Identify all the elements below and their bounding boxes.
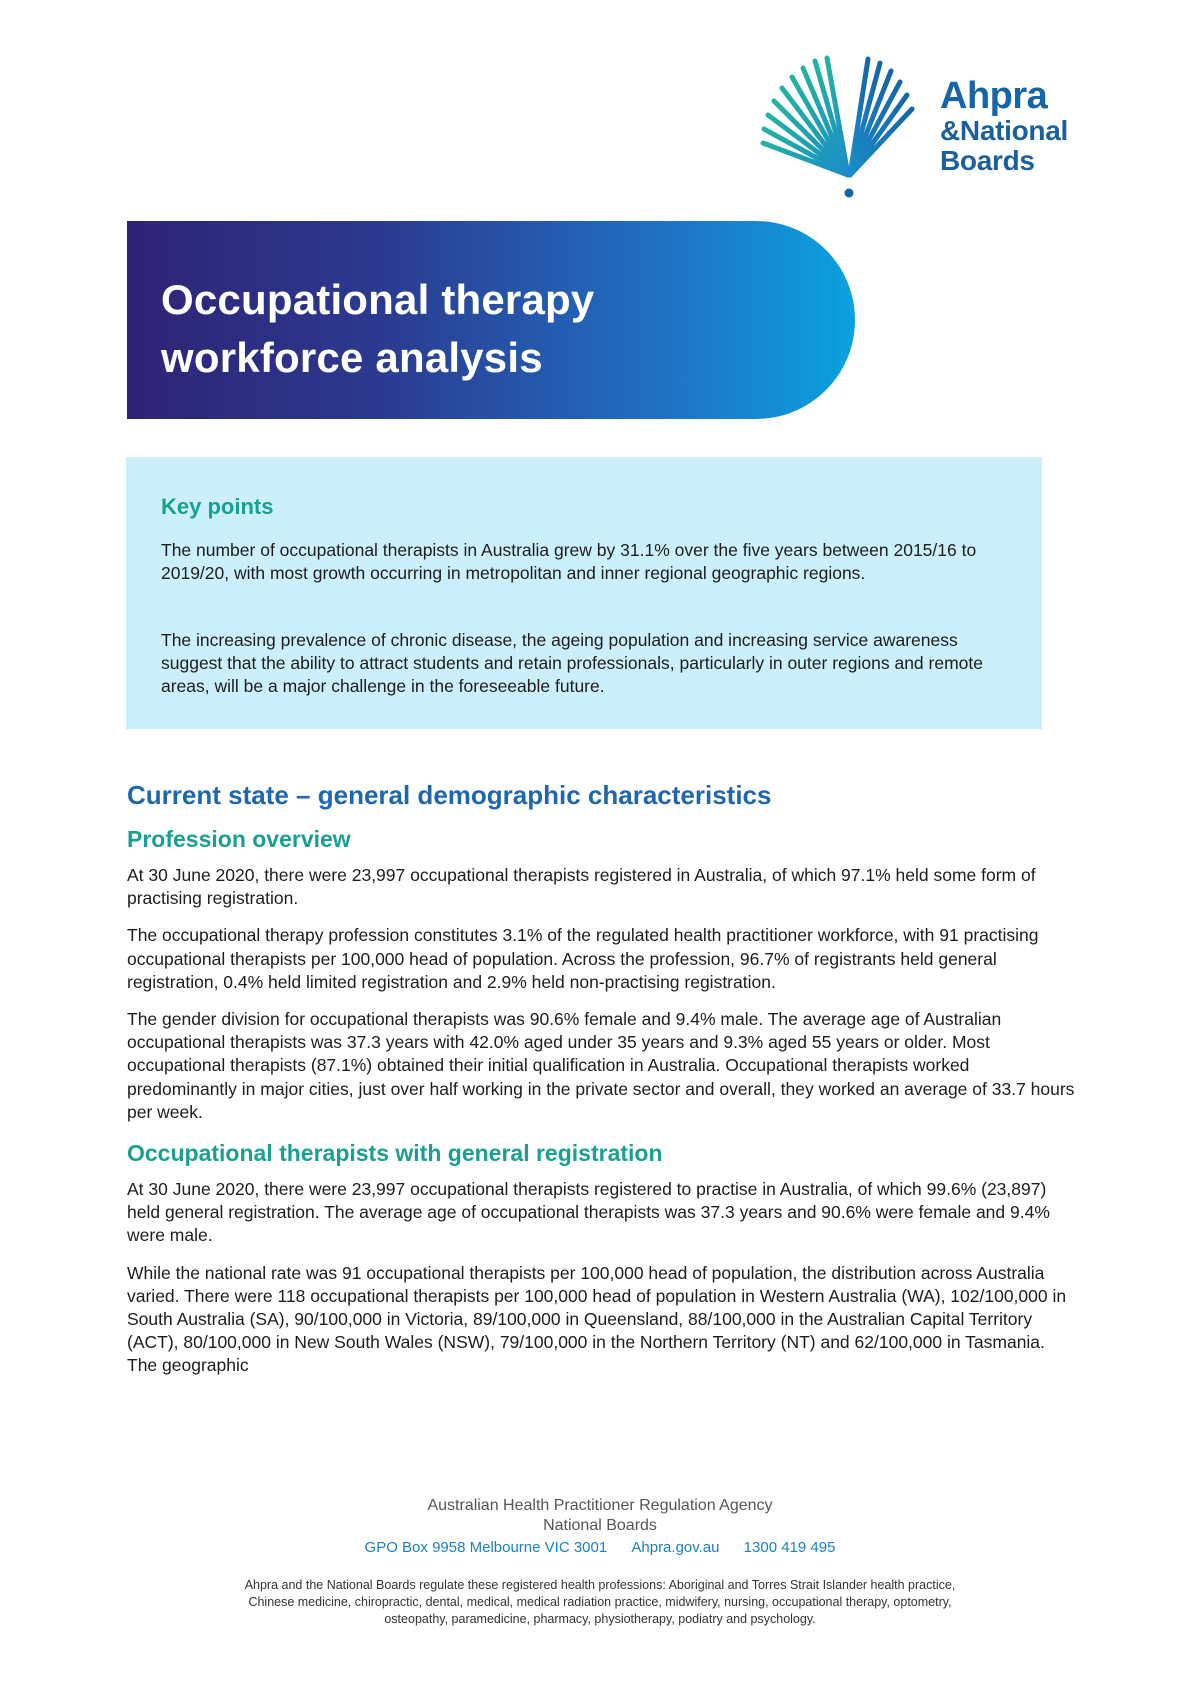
logo-boards-text: Boards <box>940 145 1035 176</box>
overview-heading: Profession overview <box>127 826 351 852</box>
logo-ahpra-text: Ahpra <box>940 75 1048 117</box>
ahpra-logo <box>760 55 1100 205</box>
page-title <box>161 271 594 387</box>
logo-fan-icon <box>760 55 940 205</box>
key-points-heading: Key points <box>161 494 274 519</box>
page-footer <box>0 1496 1200 1628</box>
footer-agency: Australian Health Practitioner Regulation Agency <box>427 1497 773 1514</box>
key-points-paragraph: The increasing prevalence of chronic disease, the ageing population and increasing service awareness suggest that the ability to attract students and retain professionals, particularly in outer regions and remote areas, will be a major challenge in the foreseeable future. <box>161 630 983 696</box>
body-paragraph: The occupational therapy profession constitutes 3.1% of the regulated health practitioner workforce, with 91 practising occupational therapists per 100,000 head of population. Across the profession, 96.7% of registrants held general registration, 0.4% held limited registration and 2.9% held non-practising registration. <box>127 925 1039 992</box>
body-paragraph: While the national rate was 91 occupational therapists per 100,000 head of population, the distribution across Australia varied. There were 118 occupational therapists per 100,000 head of population in Western Australia (WA), 102/100,000 in South Australia (SA), 90/100,000 in Victoria, 89/100,000 in Queensland, 88/100,000 in the Australian Capital Territory (ACT), 80/100,000 in New South Wales (NSW), 79/100,000 in the Northern Territory (NT) and 62/100,000 in Tasmania. The geographic <box>127 1262 1067 1376</box>
key-points-paragraph: The number of occupational therapists in Australia grew by 31.1% over the five years between 2015/16 to 2019/20, with most growth occurring in metropolitan and inner regional geographic regions. <box>161 540 977 583</box>
general-registration-heading: Occupational therapists with general registration <box>127 1140 663 1167</box>
body-paragraph: At 30 June 2020, there were 23,997 occupational therapists registered to practise in Australia, of which 99.6% (23,897) held general registration. The average age of occupational therapists was 37.3 years and 90.6% were female and 9.4% were male. <box>127 1179 1050 1246</box>
key-points-box <box>126 457 1042 729</box>
footer-website-link[interactable]: Ahpra.gov.au <box>631 1539 720 1556</box>
footer-phone: 1300 419 495 <box>743 1539 836 1556</box>
main-content <box>127 778 1077 1392</box>
footer-address: GPO Box 9958 Melbourne VIC 3001 <box>364 1539 608 1556</box>
title-banner <box>127 221 855 419</box>
page-title-line-1: Occupational therapy <box>161 276 595 323</box>
footer-boards: National Boards <box>543 1517 657 1534</box>
footer-contact <box>0 1537 1200 1559</box>
logo-national-text: &National <box>940 115 1068 146</box>
page-title-line-2: workforce analysis <box>161 334 543 381</box>
section-heading: Current state – general demographic characteristics <box>127 780 772 810</box>
body-paragraph: The gender division for occupational therapists was 90.6% female and 9.4% male. The average age of Australian occupational therapists was 37.3 years with 42.0% aged under 35 years and 9.3% aged 55 years or older. Most occupational therapists (87.1%) obtained their initial qualification in Australia. Occupational therapists worked predominantly in major cities, just over half working in the private sector and overall, they worked an average of 33.7 hours per week. <box>127 1009 1075 1122</box>
footer-professions: Ahpra and the National Boards regulate these registered health professions: Aboriginal and Torres Strait Islander health practice, Chinese medicine, chiropractic, dental, medical, medical radiation practice, midwifery, nursing, occupational therapy, optometry, osteopathy, paramedicine, pharmacy, physiotherapy, podiatry and psychology. <box>244 1578 956 1626</box>
body-paragraph: At 30 June 2020, there were 23,997 occupational therapists registered in Australia, of which 97.1% held some form of practising registration. <box>127 865 1036 909</box>
